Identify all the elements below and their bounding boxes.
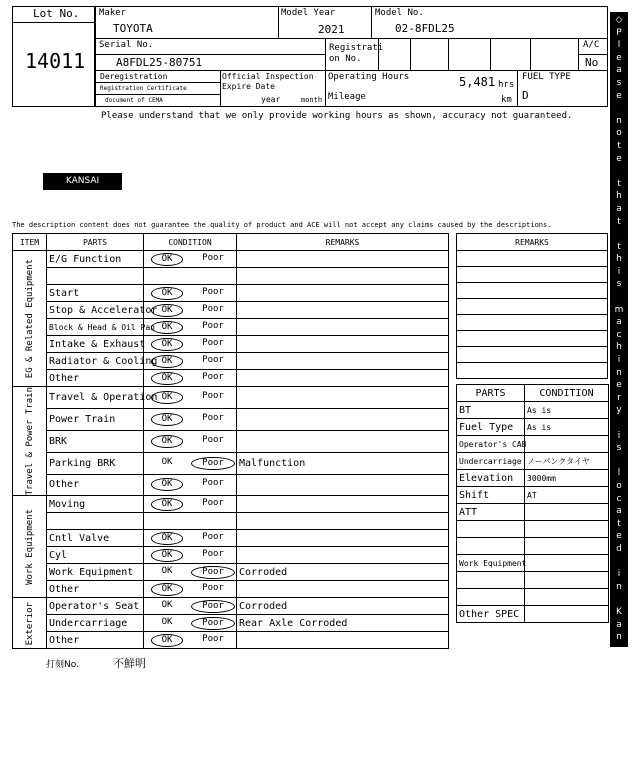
table-row [13,251,449,268]
condition-cell [144,302,237,319]
table-row [13,632,449,649]
deregistration-label: Deregistration [100,72,168,81]
spec-parts-header: PARTS [457,385,525,402]
spec-part: Fuel Type [457,419,525,436]
poor-option: Poor [202,412,224,423]
spec-row [457,606,609,623]
part-cell: E/G Function [47,251,144,268]
ok-option: OK [151,634,184,647]
part-cell: Start [47,285,144,302]
poor-option: Poor [202,320,224,331]
remark-cell [237,387,449,409]
spec-row [457,470,609,487]
spec-condition: AT [525,487,609,504]
inspection-label: Official Inspection Expire Date [222,72,314,91]
poor-option: Poor [202,390,224,401]
spec-row [457,436,609,453]
poor-option: Poor [202,371,224,382]
condition-cell [144,496,237,513]
part-cell [47,513,144,530]
poor-option: Poor [191,566,235,579]
remark-cell [237,370,449,387]
remark-cell [237,285,449,302]
spec-row [457,504,609,521]
part-cell: Stop & Accelerator [47,302,144,319]
ok-option: OK [151,478,184,491]
part-cell: BRK [47,430,144,452]
part-cell: Block & Head & Oil Pan [47,319,144,336]
condition-header: CONDITION [144,234,237,251]
poor-option: Poor [202,582,224,593]
registration-certificate-label: Registration Certificate [100,85,187,92]
location-badge: KANSAI [43,173,122,190]
poor-option: Poor [191,457,235,470]
spec-row [457,419,609,436]
spec-condition [525,538,609,555]
month-label: month [301,96,323,104]
table-row [13,513,449,530]
spec-table [456,384,609,623]
condition-table [12,233,449,649]
spec-part: Undercarriage [457,453,525,470]
spec-condition [525,436,609,453]
table-row [13,564,449,581]
ok-option: OK [161,565,173,576]
table-row [13,353,449,370]
spec-part: Work Equipment [457,555,525,572]
part-cell: Other [47,474,144,496]
remark-cell [237,513,449,530]
poor-option: Poor [202,434,224,445]
part-cell: Intake & Exhaust [47,336,144,353]
right-remarks-table [456,233,608,379]
poor-option: Poor [202,633,224,644]
spec-condition-header: CONDITION [525,385,609,402]
spec-part [457,589,525,606]
ok-option: OK [151,532,184,545]
table-row [13,387,449,409]
spec-row [457,589,609,606]
poor-option: Poor [202,354,224,365]
poor-option: Poor [191,617,235,630]
mileage-label: Mileage [328,92,366,102]
remark-cell [237,336,449,353]
year-label: year [261,95,281,104]
condition-cell [144,452,237,474]
remark-cell: Corroded [237,564,449,581]
condition-cell [144,353,237,370]
remark-cell [237,581,449,598]
spec-condition [525,606,609,623]
table-row [13,496,449,513]
spec-part: BT [457,402,525,419]
spec-condition [525,521,609,538]
maker-label: Maker [99,8,127,18]
poor-option: Poor [202,478,224,489]
table-row [13,547,449,564]
table-row [13,452,449,474]
ok-option: OK [151,355,184,368]
spec-row [457,538,609,555]
table-row [13,598,449,615]
remark-cell [237,632,449,649]
ok-option: OK [151,321,184,334]
ok-option: OK [151,549,184,562]
poor-option: Poor [202,252,224,263]
remark-cell: Malfunction [237,452,449,474]
table-row [13,430,449,452]
table-row [13,268,449,285]
remark-cell [237,353,449,370]
remark-cell: Rear Axle Corroded [237,615,449,632]
serial-label: Serial No. [99,40,154,50]
condition-cell [144,632,237,649]
part-cell: Parking BRK [47,452,144,474]
remark-cell [237,268,449,285]
spec-row [457,402,609,419]
table-row [13,615,449,632]
hrs-label: hrs [498,80,515,90]
notice-text: Please understand that we only provide working hours as shown, accuracy not guaranteed. [101,111,573,121]
condition-cell [144,430,237,452]
ok-option: OK [151,372,184,385]
poor-option: Poor [202,531,224,542]
part-cell: Radiator & Cooling [47,353,144,370]
remark-cell [237,530,449,547]
table-row [13,530,449,547]
condition-cell [144,564,237,581]
poor-option: Poor [202,548,224,559]
model-year-value: 2021 [318,23,345,36]
maker-value: TOYOTA [113,22,153,35]
remark-cell [237,251,449,268]
poor-option: Poor [191,600,235,613]
ok-option: OK [151,253,184,266]
poor-option: Poor [202,303,224,314]
spec-row [457,572,609,589]
spec-part: Other SPEC [457,606,525,623]
condition-cell [144,319,237,336]
group-label: Exterior [13,598,47,649]
serial-value: A8FDL25-80751 [116,56,203,69]
group-label: Travel & Power Train [13,387,47,496]
spec-condition: 3000mm [525,470,609,487]
ok-option: OK [161,599,173,610]
ok-option: OK [151,338,184,351]
ok-option: OK [151,287,184,300]
disclaimer-text: The description content does not guarantee the quality of product and ACE will not accept any claims caused by the descriptions. [12,221,552,229]
table-row [13,336,449,353]
spec-condition: ノーパンクタイヤ [525,453,609,470]
part-cell: Power Train [47,408,144,430]
table-row [13,370,449,387]
lot-number: 14011 [25,49,86,73]
stamp-label: 打刻No. [46,660,79,670]
ok-option: OK [151,435,184,448]
operating-hours-label: Operating Hours [328,72,410,82]
group-label: EG & Related Equipment [13,251,47,387]
operating-hours-value: 5,481 [459,75,496,89]
part-cell: Undercarriage [47,615,144,632]
ok-option: OK [151,413,184,426]
spec-row [457,521,609,538]
condition-cell [144,285,237,302]
ok-option: OK [151,391,184,404]
fuel-type-value: D [522,89,529,102]
spec-part [457,521,525,538]
spec-row [457,453,609,470]
part-cell: Work Equipment [47,564,144,581]
spec-row [457,487,609,504]
spec-part: Operator's CAB [457,436,525,453]
condition-cell [144,387,237,409]
remark-cell [237,547,449,564]
table-row [13,302,449,319]
remark-cell [237,496,449,513]
part-cell: Other [47,370,144,387]
ac-value: No [585,56,599,69]
remark-cell [237,302,449,319]
poor-option: Poor [202,286,224,297]
remark-cell: Corroded [237,598,449,615]
fuel-type-label: FUEL TYPE [522,72,571,82]
table-row [13,319,449,336]
spec-part [457,572,525,589]
ok-option: OK [151,498,184,511]
model-year-label: Model Year [281,8,336,18]
condition-cell [144,408,237,430]
table-row [13,581,449,598]
spec-part: Shift [457,487,525,504]
spec-part: ATT [457,504,525,521]
spec-condition: As is [525,402,609,419]
model-no-value: 02-8FDL25 [395,22,455,35]
spec-condition [525,504,609,521]
stamp-value: 不鮮明 [113,657,146,670]
item-header: ITEM [13,234,47,251]
ok-option: OK [161,616,173,627]
ok-option: OK [151,583,184,596]
group-label: Work Equipment [13,496,47,598]
condition-cell [144,251,237,268]
lot-label: Lot No. [33,7,80,20]
remark-cell [237,319,449,336]
part-cell: Other [47,632,144,649]
spec-condition: As is [525,419,609,436]
condition-cell [144,530,237,547]
spec-condition [525,555,609,572]
part-cell: Other [47,581,144,598]
spec-part: Elevation [457,470,525,487]
part-cell: Moving [47,496,144,513]
condition-cell [144,513,237,530]
spec-condition [525,589,609,606]
condition-cell [144,370,237,387]
parts-header: PARTS [47,234,144,251]
table-row [13,474,449,496]
remark-cell [237,408,449,430]
condition-cell [144,474,237,496]
side-note-strip [610,12,628,756]
cema-label: document of CEMA [105,97,163,104]
part-cell [47,268,144,285]
table-row [13,408,449,430]
poor-option: Poor [202,337,224,348]
table-row [13,285,449,302]
model-no-label: Model No. [375,8,424,18]
part-cell: Cyl [47,547,144,564]
spec-condition [525,572,609,589]
ok-option: OK [151,304,184,317]
part-cell: Cntl Valve [47,530,144,547]
part-cell: Travel & Operation [47,387,144,409]
condition-cell [144,615,237,632]
ac-label: A/C [583,40,600,50]
ok-option: OK [161,456,173,467]
remark-cell [237,474,449,496]
spec-part [457,538,525,555]
km-label: km [501,95,512,105]
right-remarks-header: REMARKS [457,234,608,251]
condition-cell [144,336,237,353]
remarks-header: REMARKS [237,234,449,251]
spec-row [457,555,609,572]
condition-cell [144,598,237,615]
poor-option: Poor [202,497,224,508]
registration-label: Registrati on No. [329,43,384,64]
condition-cell [144,268,237,285]
remark-cell [237,430,449,452]
condition-cell [144,547,237,564]
condition-cell [144,581,237,598]
side-note-text: ◇ P l e a s e n o t e t h a t t h i s m a c h i n e r y i s l o c a t e d i n K a n s a i Y a r d ◇ [614,15,624,756]
part-cell: Operator's Seat [47,598,144,615]
